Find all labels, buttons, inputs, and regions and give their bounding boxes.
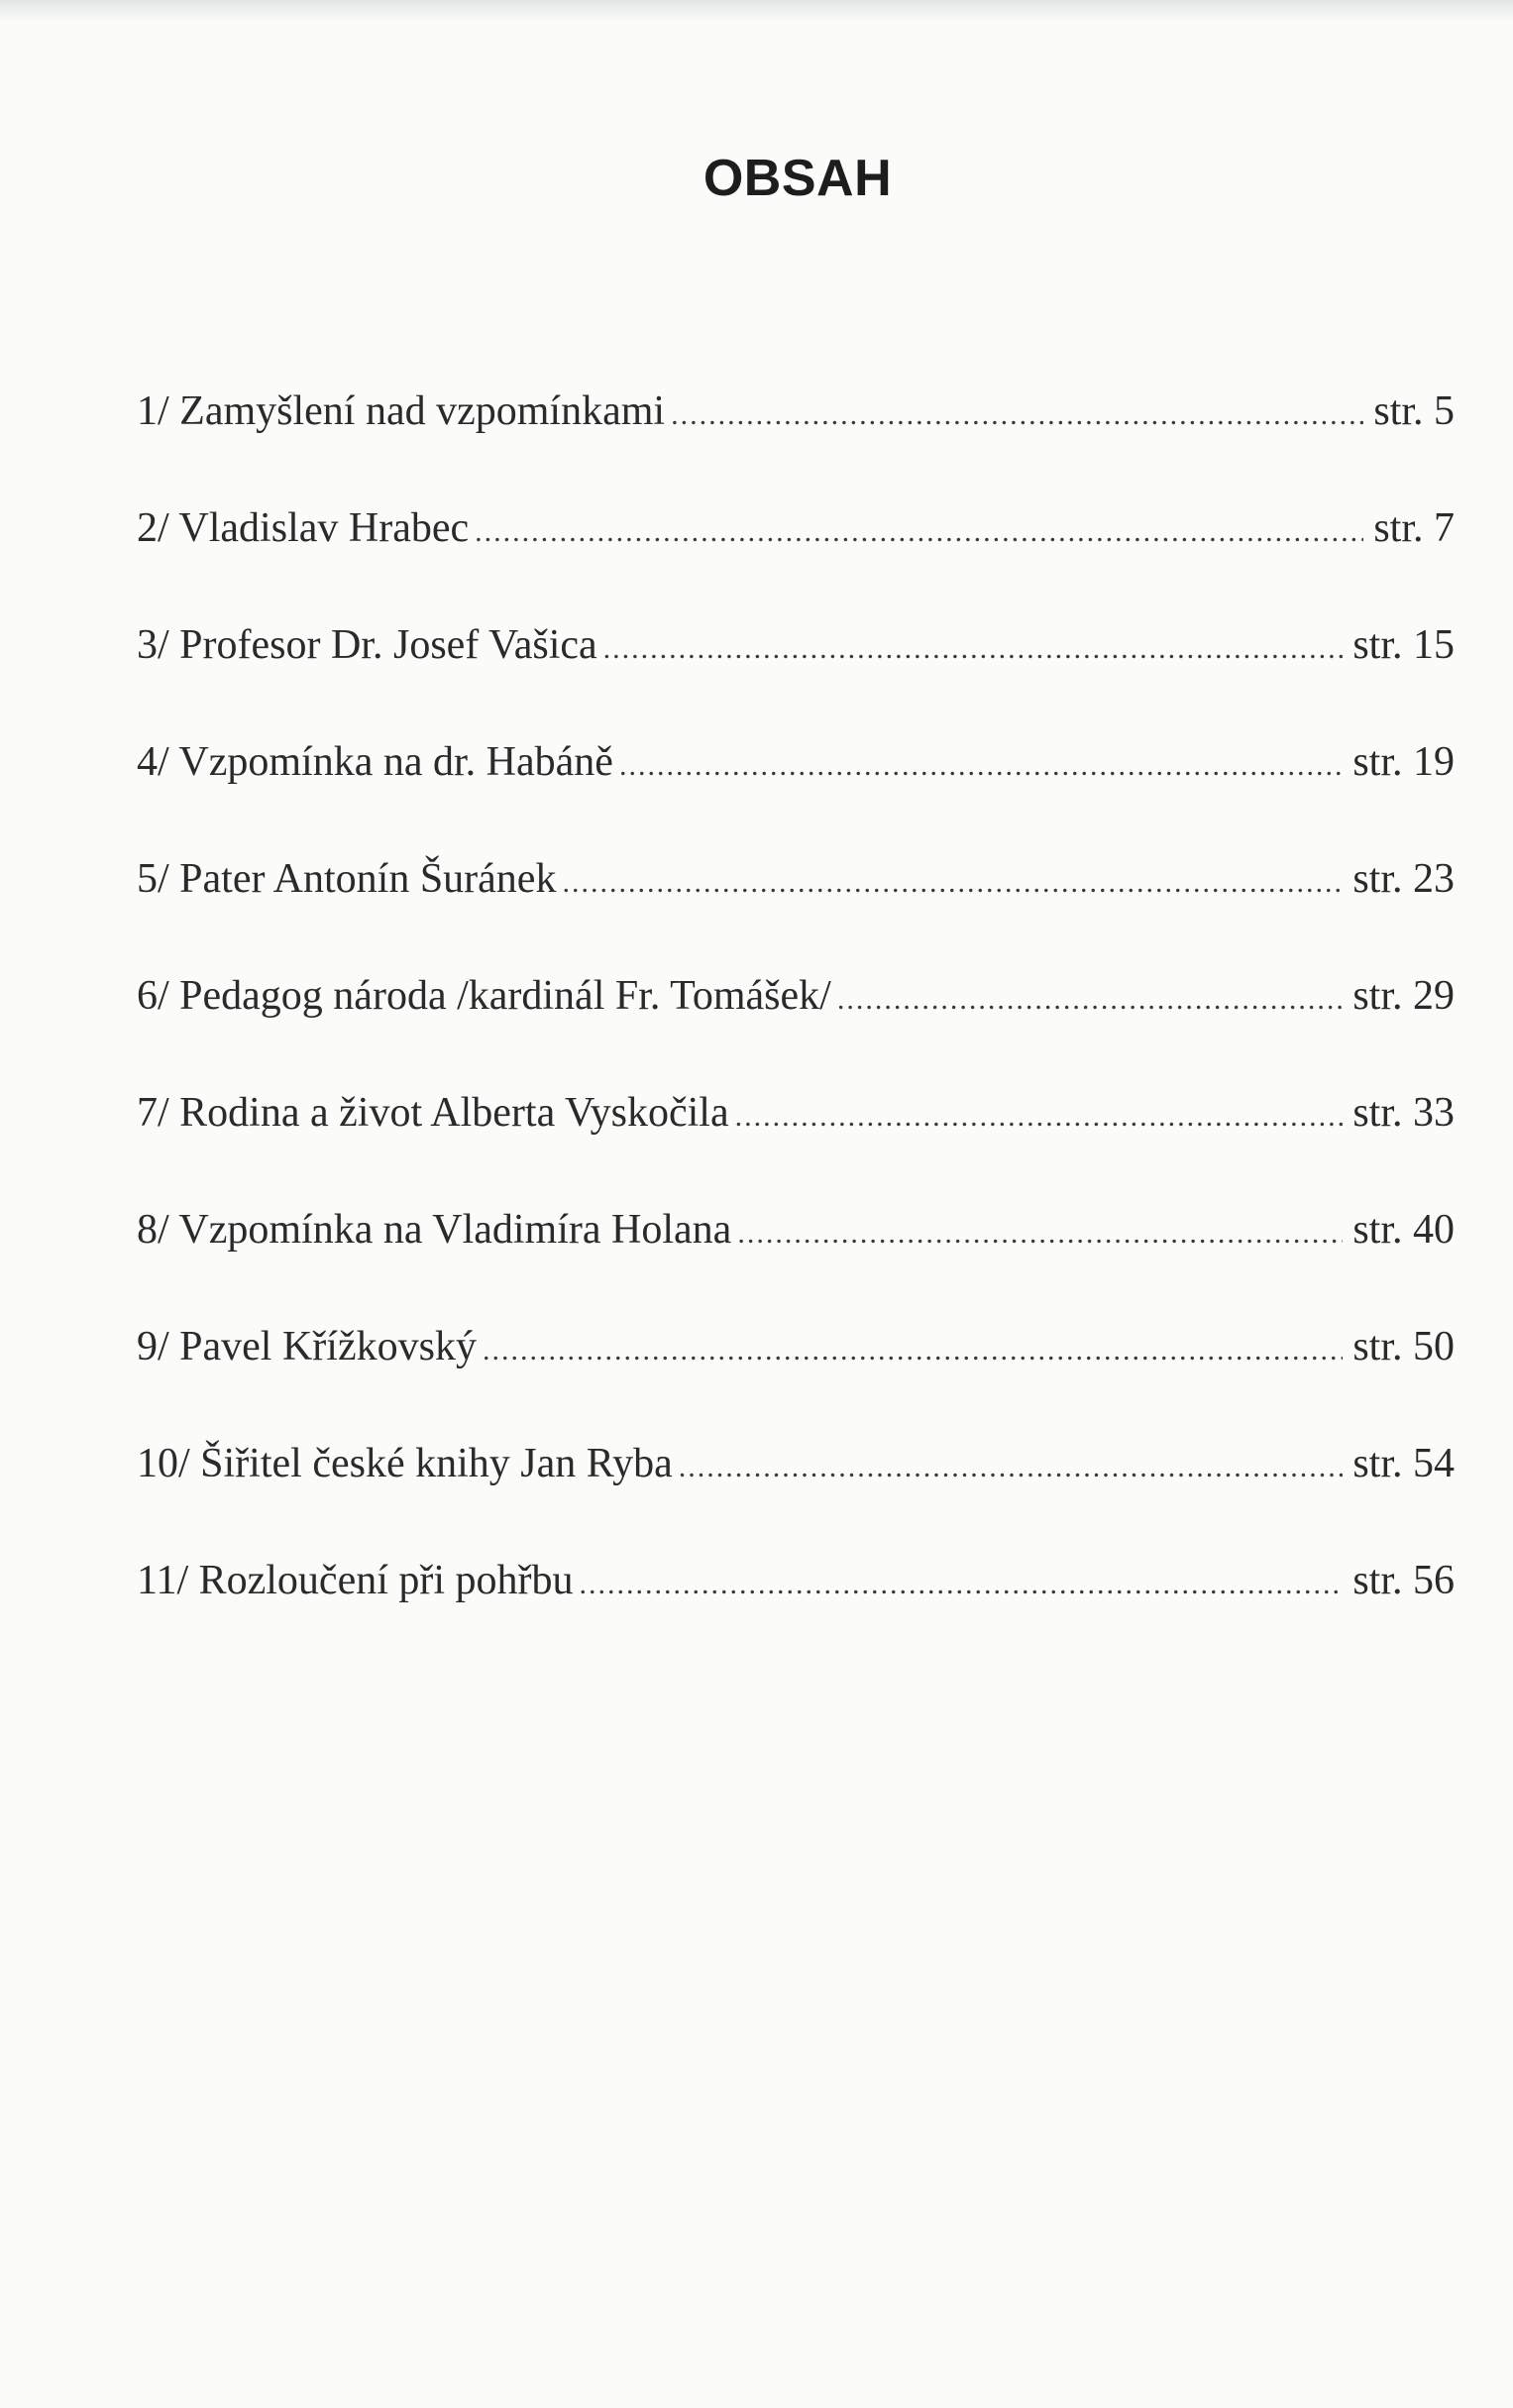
toc-entry-page: str. 5 [1373,388,1455,434]
page-title: OBSAH [702,150,893,207]
dot-leader [483,1321,1343,1380]
toc-entry-page: str. 7 [1373,505,1455,551]
toc-entry [137,615,1455,732]
page-top-shadow [0,0,1513,22]
toc-entry [137,1434,1455,1551]
toc-entry-page: str. 15 [1352,622,1455,668]
dot-leader [603,619,1344,679]
dot-leader [679,1438,1344,1497]
dot-leader [619,736,1343,796]
toc-entry-title: 9/ Pavel Křížkovský [137,1324,477,1369]
toc-entry-title: 11/ Rozloučení při pohřbu [137,1558,574,1603]
dot-leader [475,502,1363,562]
toc-entry-page: str. 23 [1352,856,1455,902]
toc-entry-page: str. 33 [1352,1090,1455,1136]
toc-entry-title: 2/ Vladislav Hrabec [137,505,470,551]
toc-entry [137,966,1455,1083]
toc-entry-page: str. 29 [1352,973,1455,1019]
toc-entry [137,1551,1455,1668]
toc-entry-title: 7/ Rodina a život Alberta Vyskočila [137,1090,729,1136]
toc-entry-title: 6/ Pedagog národa /kardinál Fr. Tomášek/ [137,973,831,1019]
toc-entry [137,1083,1455,1200]
toc-entry-title: 8/ Vzpomínka na Vladimíra Holana [137,1207,732,1253]
toc-entry-title: 10/ Šiřitel české knihy Jan Ryba [137,1441,673,1486]
toc-entry-title: 1/ Zamyšlení nad vzpomínkami [137,388,666,434]
toc-entry [137,1200,1455,1317]
dot-leader [580,1555,1344,1614]
toc-entry-page: str. 54 [1352,1441,1455,1486]
toc-entry [137,849,1455,966]
toc-entry [137,732,1455,849]
toc-entry [137,498,1455,615]
dot-leader [735,1087,1344,1147]
toc-entry [137,382,1455,498]
toc-entry-page: str. 56 [1352,1558,1455,1603]
dot-leader [837,970,1343,1030]
toc-entry-page: str. 40 [1352,1207,1455,1253]
toc-entry-page: str. 50 [1352,1324,1455,1369]
toc-entry-title: 5/ Pater Antonín Šuránek [137,856,557,902]
toc-entry-page: str. 19 [1352,739,1455,785]
dot-leader [671,385,1363,445]
dot-leader [737,1204,1343,1263]
toc-entry-title: 3/ Profesor Dr. Josef Vašica [137,622,597,668]
toc-entry [137,1317,1455,1434]
dot-leader [562,853,1343,913]
toc-entry-title: 4/ Vzpomínka na dr. Habáně [137,739,613,785]
table-of-contents [137,382,1455,1668]
